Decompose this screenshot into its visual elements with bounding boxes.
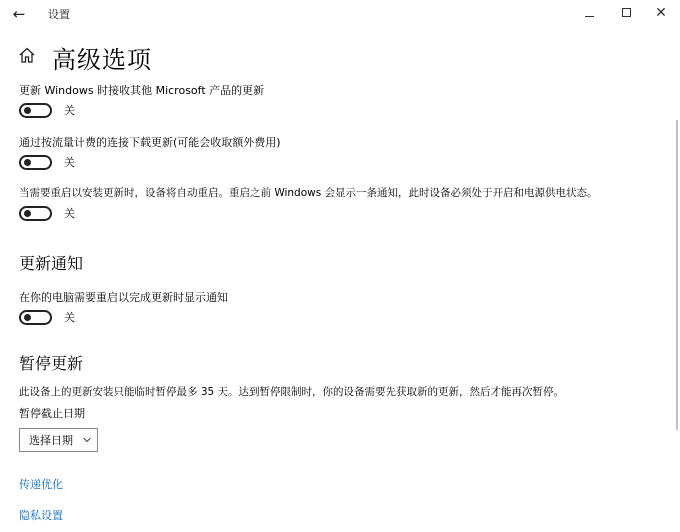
close-button[interactable]: [644, 2, 678, 24]
toggle-knob: [24, 210, 31, 217]
toggle-state-label: 关: [64, 104, 75, 117]
link-delivery-optimization[interactable]: 传递优化: [19, 478, 63, 491]
toggle-state-label: 关: [64, 156, 75, 169]
minimize-icon: [585, 16, 594, 17]
minimize-button[interactable]: [572, 2, 606, 24]
chevron-down-icon: [83, 436, 91, 444]
toggle-microsoft-updates[interactable]: [19, 102, 75, 118]
option-label-restart-notification: 在你的电脑需要重启以完成更新时显示通知: [19, 291, 228, 304]
select-date-value: 选择日期: [29, 434, 73, 447]
page-title: 高级选项: [52, 46, 152, 74]
section-title-pause-updates: 暂停更新: [19, 354, 84, 373]
toggle-knob: [24, 107, 31, 114]
option-label-metered-download: 通过按流量计费的连接下载更新(可能会收取额外费用): [19, 136, 281, 149]
toggle-knob: [24, 159, 31, 166]
toggle-switch[interactable]: [19, 310, 52, 325]
toggle-state-label: 关: [64, 207, 75, 220]
toggle-restart-notification[interactable]: [19, 309, 75, 325]
maximize-button[interactable]: [609, 2, 643, 24]
scrollbar[interactable]: [676, 120, 678, 430]
toggle-switch[interactable]: [19, 103, 52, 118]
link-privacy-settings[interactable]: 隐私设置: [19, 509, 63, 522]
toggle-switch[interactable]: [19, 206, 52, 221]
toggle-knob: [24, 314, 31, 321]
toggle-state-label: 关: [64, 311, 75, 324]
maximize-icon: [622, 8, 631, 17]
toggle-auto-restart[interactable]: [19, 205, 75, 221]
close-icon: ✕: [655, 5, 667, 21]
toggle-switch[interactable]: [19, 155, 52, 170]
option-label-microsoft-updates: 更新 Windows 时接收其他 Microsoft 产品的更新: [19, 84, 265, 97]
window-title: 设置: [48, 8, 70, 21]
title-bar: [0, 0, 680, 28]
back-button[interactable]: ←: [12, 5, 26, 23]
pause-until-label: 暂停截止日期: [19, 407, 85, 420]
select-date-dropdown[interactable]: [19, 428, 98, 452]
pause-description: 此设备上的更新安装只能临时暂停最多 35 天。达到暂停限制时，你的设备需要先获取新的更新，然后才能再次暂停。: [19, 386, 565, 398]
option-label-auto-restart: 当需要重启以安装更新时，设备将自动重启。重启之前 Windows 会显示一条通知，此时设备必须处于开启和电源供电状态。: [19, 187, 598, 199]
toggle-metered-download[interactable]: [19, 154, 75, 170]
home-icon[interactable]: [18, 46, 36, 64]
section-title-update-notifications: 更新通知: [19, 254, 84, 273]
